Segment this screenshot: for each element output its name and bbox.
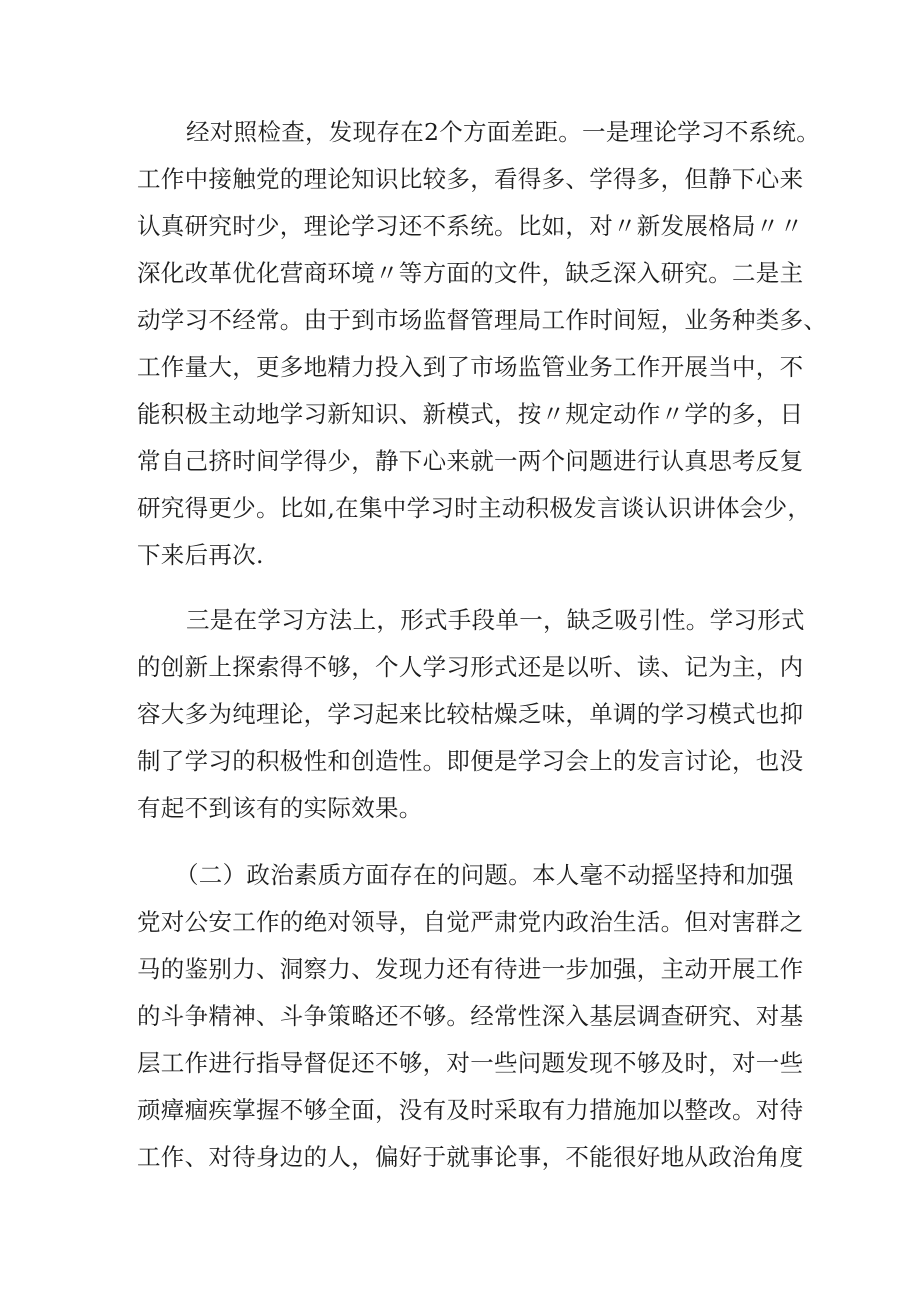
paragraph-1-line-9: 研究得更少。比如,在集中学习时主动积极发言谈认识讲体会少， [137,494,812,522]
paragraph-3-line-2: 党对公安工作的绝对领导，自觉严肃党内政治生活。但对害群之 [137,908,804,936]
paragraph-3-line-3: 马的鉴别力、洞察力、发现力还有待进一步加强，主动开展工作 [137,955,804,983]
paragraph-3-line-5: 层工作进行指导督促还不够，对一些问题发现不够及时，对一些 [137,1049,804,1077]
paragraph-1-line-10: 下来后再次. [137,541,264,569]
paragraph-2-line-5: 有起不到该有的实际效果。 [137,794,423,822]
paragraph-2-line-1: 三是在学习方法上，形式手段单一，缺乏吸引性。学习形式 [186,606,805,634]
paragraph-1-line-1: 经对照检查，发现存在2个方面差距。一是理论学习不系统。 [186,118,821,146]
paragraph-1-line-6: 工作量大，更多地精力投入到了市场监管业务工作开展当中，不 [137,353,804,381]
paragraph-1-line-3: 认真研究时少，理论学习还不系统。比如，对〃新发展格局〃〃 [137,212,804,240]
paragraph-1-line-4: 深化改革优化营商环境〃等方面的文件，缺乏深入研究。二是主 [137,259,804,287]
paragraph-3-line-7: 工作、对待身边的人，偏好于就事论事，不能很好地从政治角度 [137,1143,804,1171]
paragraph-1-line-7: 能积极主动地学习新知识、新模式，按〃规定动作〃学的多，日 [137,400,804,428]
paragraph-1-line-2: 工作中接触党的理论知识比较多，看得多、学得多，但静下心来 [137,165,804,193]
paragraph-3-line-1: （二）政治素质方面存在的问题。本人毫不动摇坚持和加强 [175,861,794,889]
paragraph-3-line-6: 顽瘴痼疾掌握不够全面，没有及时采取有力措施加以整改。对待 [137,1096,804,1124]
paragraph-1-line-8: 常自己挤时间学得少，静下心来就一两个问题进行认真思考反复 [137,447,804,475]
paragraph-1-line-5: 动学习不经常。由于到市场监督管理局工作时间短，业务种类多、 [137,306,828,334]
paragraph-2-line-3: 容大多为纯理论，学习起来比较枯燥乏味，单调的学习模式也抑 [137,700,804,728]
paragraph-2-line-4: 制了学习的积极性和创造性。即便是学习会上的发言讨论，也没 [137,747,804,775]
paragraph-2-line-2: 的创新上探索得不够，个人学习形式还是以听、读、记为主，内 [137,653,804,681]
paragraph-3-line-4: 的斗争精神、斗争策略还不够。经常性深入基层调查研究、对基 [137,1002,804,1030]
